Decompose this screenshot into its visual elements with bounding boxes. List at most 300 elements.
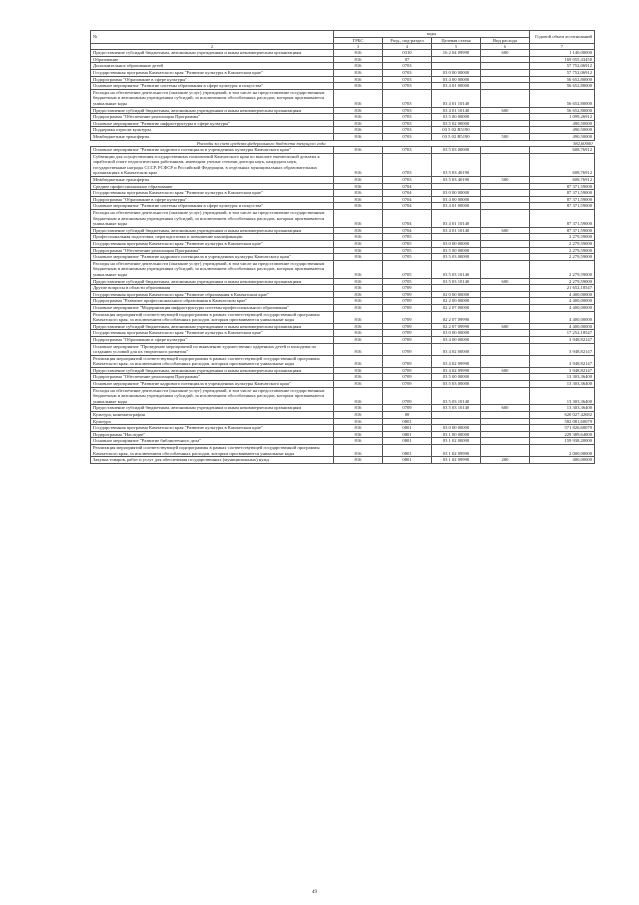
- row-vr: [481, 311, 530, 323]
- row-name: Подпрограмма "Обеспечение реализации Программы": [91, 247, 334, 254]
- row-razd: 0704: [383, 203, 432, 210]
- table-row: [91, 445, 595, 457]
- row-name: Предоставление субсидий бюджетным, автономным учреждениям и иным некоммерческим организациям: [91, 278, 334, 285]
- row-grbs: 816: [334, 431, 383, 438]
- row-grbs: 816: [334, 114, 383, 121]
- idx-cell: 7: [530, 44, 595, 50]
- table-row: [91, 69, 595, 76]
- row-razd: 0705: [383, 254, 432, 261]
- header-sum: Годовой объем ассигнований: [530, 31, 595, 44]
- row-sum: 608,76912: [530, 177, 595, 184]
- row-cs: 03 5 03 00000: [432, 147, 481, 154]
- row-sum: 1 140,00000: [530, 50, 595, 57]
- row-sum: 13 303,36400: [530, 374, 595, 381]
- row-vr: [481, 254, 530, 261]
- row-sum: 490,50000: [530, 120, 595, 127]
- row-grbs: 816: [334, 107, 383, 114]
- row-sum: 13 303,36400: [530, 405, 595, 412]
- table-row: [91, 431, 595, 438]
- row-name: Расходы за счет средств федерального бюджета текущего года: [196, 140, 326, 146]
- row-sum: 56 652,80000: [530, 83, 595, 90]
- table-row: [91, 63, 595, 70]
- row-sum: 87 371,59000: [530, 183, 595, 190]
- row-razd: 0709: [383, 311, 432, 323]
- row-name: Предоставление субсидий бюджетным, автономным учреждениям и иным некоммерческим организациям: [91, 367, 334, 374]
- row-cs: 03 5 03 40190: [432, 177, 481, 184]
- header-codes: коды: [334, 31, 530, 38]
- row-vr: 500: [481, 177, 530, 184]
- table-row: [91, 405, 595, 412]
- header-grbs: ГРБС: [334, 37, 383, 44]
- row-sum: 3 948,82147: [530, 343, 595, 355]
- row-razd: 0709: [383, 304, 432, 311]
- row-vr: [481, 120, 530, 127]
- row-sum: 571 826,60079: [530, 425, 595, 432]
- row-vr: 600: [481, 367, 530, 374]
- row-cs: 03 0 00 00000: [432, 330, 481, 337]
- row-razd: 0704: [383, 227, 432, 234]
- row-grbs: 816: [334, 412, 383, 419]
- row-vr: 600: [481, 278, 530, 285]
- row-razd: 07: [383, 56, 432, 63]
- row-vr: [481, 304, 530, 311]
- row-sum: 4 400,00000: [530, 323, 595, 330]
- row-vr: [481, 69, 530, 76]
- row-sum: 2 279,59000: [530, 241, 595, 248]
- row-name: Расходы на обеспечение деятельности (оказание услуг) учреждений, в том числе на предоставление государственным бюджетным и автономным учреждениям субсидий, за исключением обособленных расходов, которым присваиваются уникальные коды: [91, 260, 334, 278]
- row-vr: [481, 127, 530, 134]
- row-sum: 57 752,06912: [530, 63, 595, 70]
- row-vr: [481, 203, 530, 210]
- table-row: [91, 83, 595, 90]
- row-sum: 2 279,59000: [530, 234, 595, 241]
- row-cs: 03 5 03 10140: [432, 278, 481, 285]
- row-name: Основное мероприятие "Проведение мероприятий по выявлению художественно одаренных детей и молодежи по созданию условий для их творческого развития": [91, 343, 334, 355]
- row-grbs: 816: [334, 63, 383, 70]
- row-cs: 03 4 01 10140: [432, 227, 481, 234]
- row-name: Межбюджетные трансферты: [91, 177, 334, 184]
- row-name: Подпрограмма "Обеспечение реализации Программы": [91, 114, 334, 121]
- row-vr: 600: [481, 405, 530, 412]
- row-razd: [383, 140, 432, 147]
- header-razd: Разд., под-раздел: [383, 37, 432, 44]
- row-grbs: 816: [334, 381, 383, 388]
- row-grbs: 816: [334, 405, 383, 412]
- table-row: [91, 177, 595, 184]
- row-razd: 0709: [383, 323, 432, 330]
- table-row: [91, 330, 595, 337]
- row-cs: 16 2 04 09990: [432, 50, 481, 57]
- row-sum: 2 279,59000: [530, 247, 595, 254]
- row-vr: [481, 343, 530, 355]
- row-name: Расходы на обеспечение деятельности (оказание услуг) учреждений, в том числе на предоставление государственным бюджетным и автономным учреждениям субсидий, за исключением обособленных расходов, которым присваиваются уникальные коды: [91, 210, 334, 228]
- table-row: [91, 343, 595, 355]
- row-vr: [481, 412, 530, 419]
- table-row: [91, 241, 595, 248]
- row-grbs: 816: [334, 291, 383, 298]
- table-row: [91, 114, 595, 121]
- row-name: Межбюджетные трансферты: [91, 133, 334, 140]
- table-row: [91, 196, 595, 203]
- row-vr: [481, 140, 530, 147]
- row-name: Расходы на обеспечение деятельности (оказание услуг) учреждений, в том числе на предоставление государственным бюджетным и автономным учреждениям субсидий, за исключением обособленных расходов, которым присваиваются уникальные коды: [91, 89, 334, 107]
- table-row: [91, 438, 595, 445]
- row-name: Культура: [91, 418, 334, 425]
- row-grbs: 816: [334, 153, 383, 176]
- row-sum: 608,76912: [530, 147, 595, 154]
- row-razd: 0709: [383, 355, 432, 367]
- row-cs: 02 2 00 00000: [432, 298, 481, 305]
- row-razd: 0705: [383, 260, 432, 278]
- row-cs: 03 0 00 00000: [432, 241, 481, 248]
- row-grbs: 816: [334, 260, 383, 278]
- row-sum: 13 303,36400: [530, 381, 595, 388]
- row-grbs: 816: [334, 355, 383, 367]
- row-name: Подпрограмма "Обеспечение реализации Программы": [91, 374, 334, 381]
- row-grbs: 816: [334, 254, 383, 261]
- row-razd: 0801: [383, 457, 432, 464]
- row-name: Основное мероприятие "Модернизация инфраструктуры системы профессионального образования": [91, 304, 334, 311]
- row-name: Подпрограмма "Наследие": [91, 431, 334, 438]
- row-cs: 03 5 02 00000: [432, 120, 481, 127]
- row-razd: 0703: [383, 89, 432, 107]
- row-vr: 600: [481, 107, 530, 114]
- row-cs: 03 5 03 00000: [432, 381, 481, 388]
- row-sum: 3 948,82147: [530, 355, 595, 367]
- row-grbs: 816: [334, 298, 383, 305]
- row-vr: [481, 183, 530, 190]
- row-grbs: 816: [334, 127, 383, 134]
- row-sum: 87 371,59000: [530, 203, 595, 210]
- row-cs: [432, 285, 481, 292]
- row-razd: 0703: [383, 107, 432, 114]
- row-cs: [432, 412, 481, 419]
- row-cs: 03 5 02 R5190: [432, 127, 481, 134]
- row-sum: 382,60000: [572, 140, 593, 146]
- row-grbs: 816: [334, 445, 383, 457]
- table-row: [91, 147, 595, 154]
- row-razd: 0704: [383, 196, 432, 203]
- row-name: Государственная программа Камчатского края "Развитие образования в Камчатском крае": [91, 291, 334, 298]
- table-row: [91, 457, 595, 464]
- row-vr: [481, 89, 530, 107]
- table-row: [91, 203, 595, 210]
- row-razd: 0801: [383, 431, 432, 438]
- row-vr: [481, 291, 530, 298]
- row-sum: 2 279,59000: [530, 254, 595, 261]
- row-grbs: 816: [334, 227, 383, 234]
- table-row: [91, 56, 595, 63]
- row-grbs: 816: [334, 374, 383, 381]
- row-name: Реализация мероприятий соответствующей подпрограммы в рамках соответствующей государственной программы Камчатского края, за исключением обособленных расходов, которым присваиваются уникальные коды: [91, 355, 334, 367]
- row-sum: 56 652,80000: [530, 76, 595, 83]
- row-razd: 0703: [383, 63, 432, 70]
- row-razd: 0705: [383, 278, 432, 285]
- table-row: [91, 227, 595, 234]
- row-name: Основное мероприятие "Развитие инфраструктуры в сфере культуры": [91, 120, 334, 127]
- row-vr: [481, 298, 530, 305]
- table-body: [91, 50, 595, 464]
- table-row: [91, 381, 595, 388]
- row-vr: [481, 425, 530, 432]
- row-name: Предоставление субсидий бюджетным, автономным учреждениям и иным некоммерческим организациям: [91, 227, 334, 234]
- row-razd: 0709: [383, 343, 432, 355]
- row-sum: 4 400,00000: [530, 304, 595, 311]
- table-row: [91, 260, 595, 278]
- row-razd: 0705: [383, 234, 432, 241]
- row-name: Подпрограмма "Образование в сфере культуры": [91, 196, 334, 203]
- row-cs: 03 5 00 00000: [432, 374, 481, 381]
- row-vr: 600: [481, 227, 530, 234]
- row-vr: [481, 330, 530, 337]
- row-sum: 87 371,59000: [530, 227, 595, 234]
- row-grbs: 816: [334, 183, 383, 190]
- row-cs: 03 4 00 00000: [432, 196, 481, 203]
- row-sum: 490,50000: [530, 127, 595, 134]
- row-sum: 620 027,42682: [530, 412, 595, 419]
- row-razd: 0709: [383, 285, 432, 292]
- table-row: [91, 50, 595, 57]
- table-row: [91, 425, 595, 432]
- row-razd: 0704: [383, 190, 432, 197]
- row-grbs: 816: [334, 203, 383, 210]
- row-vr: [481, 285, 530, 292]
- row-cs: 03 5 03 00000: [432, 254, 481, 261]
- row-name: Подпрограмма "Развитие профессионального образования в Камчатском крае": [91, 298, 334, 305]
- row-grbs: 816: [334, 120, 383, 127]
- row-cs: 03 5 03 10140: [432, 387, 481, 405]
- note-row: [91, 140, 595, 147]
- row-grbs: 816: [334, 76, 383, 83]
- row-grbs: 816: [334, 234, 383, 241]
- row-cs: 03 5 03 10140: [432, 260, 481, 278]
- row-vr: [481, 210, 530, 228]
- row-vr: [481, 387, 530, 405]
- row-sum: 2 000,00000: [530, 445, 595, 457]
- table-row: [91, 127, 595, 134]
- idx-cell: 2: [91, 44, 334, 50]
- table-row: [91, 210, 595, 228]
- row-cs: 03 5 03 40190: [432, 153, 481, 176]
- row-sum: 400,00000: [530, 457, 595, 464]
- row-grbs: 816: [334, 425, 383, 432]
- row-sum: 87 371,59000: [530, 196, 595, 203]
- row-razd: 0703: [383, 133, 432, 140]
- row-grbs: 816: [334, 133, 383, 140]
- row-cs: 03 4 02 00000: [432, 343, 481, 355]
- row-cs: [432, 140, 481, 147]
- row-name: Основное мероприятие "Развитие кадрового потенциала в учреждениях культуры Камчатского края": [91, 147, 334, 154]
- row-vr: [481, 153, 530, 176]
- table-row: [91, 336, 595, 343]
- row-razd: 0709: [383, 387, 432, 405]
- table-row: [91, 254, 595, 261]
- row-name: Государственная программа Камчатского края "Развитие культуры в Камчатском крае": [91, 241, 334, 248]
- row-grbs: 816: [334, 336, 383, 343]
- row-vr: [481, 234, 530, 241]
- table-row: [91, 291, 595, 298]
- row-grbs: 816: [334, 323, 383, 330]
- row-name: Государственная программа Камчатского края "Развитие культуры в Камчатском крае": [91, 69, 334, 76]
- row-name: Поддержка отрасли культуры: [91, 127, 334, 134]
- row-name: Реализация мероприятий соответствующей подпрограммы в рамках соответствующей государственной программы Камчатского края, за исключением обособленных расходов, которым присваиваются уникальные коды: [91, 445, 334, 457]
- idx-cell: 4: [383, 44, 432, 50]
- table-row: [91, 89, 595, 107]
- row-sum: 608,76912: [530, 153, 595, 176]
- row-vr: 200: [481, 457, 530, 464]
- row-grbs: 816: [334, 210, 383, 228]
- row-name: Среднее профессиональное образование: [91, 183, 334, 190]
- row-grbs: 816: [334, 457, 383, 464]
- row-name: Дополнительное образование детей: [91, 63, 334, 70]
- row-name: Предоставление субсидий бюджетным, автономным учреждениям и иным некоммерческим организациям: [91, 50, 334, 57]
- row-cs: 03 1 02 09990: [432, 457, 481, 464]
- row-name: Государственная программа Камчатского края "Развитие культуры в Камчатском крае": [91, 425, 334, 432]
- row-razd: 0705: [383, 247, 432, 254]
- row-razd: 0709: [383, 405, 432, 412]
- row-grbs: 816: [334, 418, 383, 425]
- row-name: Другие вопросы в области образования: [91, 285, 334, 292]
- row-cs: 03 5 02 R5190: [432, 133, 481, 140]
- row-vr: 500: [481, 133, 530, 140]
- row-razd: 0801: [383, 438, 432, 445]
- table-row: [91, 323, 595, 330]
- table-row: [91, 387, 595, 405]
- row-cs: 03 4 01 00000: [432, 203, 481, 210]
- row-vr: [481, 83, 530, 90]
- row-razd: 0709: [383, 291, 432, 298]
- row-cs: 02 2 07 09990: [432, 323, 481, 330]
- row-sum: 4 400,00000: [530, 311, 595, 323]
- row-razd: 0705: [383, 241, 432, 248]
- row-cs: 03 4 01 10140: [432, 89, 481, 107]
- row-razd: 0704: [383, 183, 432, 190]
- row-name: Государственная программа Камчатского края "Развитие культуры в Камчатском крае": [91, 330, 334, 337]
- row-vr: [481, 76, 530, 83]
- row-vr: [481, 260, 530, 278]
- row-grbs: [334, 140, 383, 147]
- row-vr: [481, 438, 530, 445]
- row-razd: 0703: [383, 69, 432, 76]
- row-name: Основное мероприятие "Развитие кадрового потенциала в учреждениях культуры Камчатского края": [91, 254, 334, 261]
- table-row: [91, 298, 595, 305]
- row-name: Закупка товаров, работ и услуг для обеспечения государственных (муниципальных) нужд: [91, 457, 334, 464]
- row-sum: 56 652,80000: [530, 89, 595, 107]
- row-grbs: 816: [334, 311, 383, 323]
- row-cs: 02 0 00 00000: [432, 291, 481, 298]
- row-vr: [481, 147, 530, 154]
- header-num: №: [91, 31, 334, 44]
- row-razd: 08: [383, 412, 432, 419]
- row-vr: [481, 431, 530, 438]
- table-row: [91, 355, 595, 367]
- row-vr: [481, 381, 530, 388]
- row-vr: [481, 196, 530, 203]
- table-row: [91, 311, 595, 323]
- header-vr: Вид расхода: [481, 37, 530, 44]
- row-grbs: 816: [334, 438, 383, 445]
- row-name: Основное мероприятие "Развитие библиотечного дела": [91, 438, 334, 445]
- row-razd: 0703: [383, 114, 432, 121]
- row-razd: 0709: [383, 298, 432, 305]
- row-cs: 03 1 02 00000: [432, 438, 481, 445]
- row-cs: [432, 234, 481, 241]
- table-row: [91, 153, 595, 176]
- row-cs: 03 4 00 00000: [432, 336, 481, 343]
- row-cs: [432, 183, 481, 190]
- row-grbs: 816: [334, 247, 383, 254]
- row-name: Подпрограмма "Образование в сфере культуры": [91, 76, 334, 83]
- row-grbs: 816: [334, 304, 383, 311]
- table-row: [91, 183, 595, 190]
- row-razd: 0703: [383, 127, 432, 134]
- row-razd: 0703: [383, 83, 432, 90]
- row-grbs: 816: [334, 330, 383, 337]
- row-name: Предоставление субсидий бюджетным, автономным учреждениям и иным некоммерческим организациям: [91, 405, 334, 412]
- row-name: Основное мероприятие "Развитие кадрового потенциала в учреждениях культуры Камчатского края": [91, 381, 334, 388]
- row-razd: 0709: [383, 330, 432, 337]
- table-row: [91, 285, 595, 292]
- row-name: Предоставление субсидий бюджетным, автономным учреждениям и иным некоммерческим организациям: [91, 323, 334, 330]
- row-sum: 3 948,82147: [530, 336, 595, 343]
- row-name: Расходы на обеспечение деятельности (оказание услуг) учреждений, в том числе на предоставление государственным бюджетным и автономным учреждениям субсидий, за исключением обособленных расходов, которым присваиваются уникальные коды: [91, 387, 334, 405]
- row-name: Основное мероприятие "Развитие системы образования в сфере культуры и искусства": [91, 83, 334, 90]
- row-vr: 600: [481, 50, 530, 57]
- table-row: [91, 133, 595, 140]
- row-cs: 03 4 00 00000: [432, 76, 481, 83]
- row-name: Государственная программа Камчатского края "Развитие культуры в Камчатском крае": [91, 190, 334, 197]
- row-razd: 0709: [383, 367, 432, 374]
- row-cs: [432, 63, 481, 70]
- row-grbs: 816: [334, 387, 383, 405]
- table-row: [91, 367, 595, 374]
- row-vr: [481, 247, 530, 254]
- row-cs: 03 0 00 00000: [432, 425, 481, 432]
- row-sum: 490,50000: [530, 133, 595, 140]
- row-grbs: 816: [334, 278, 383, 285]
- row-grbs: 816: [334, 56, 383, 63]
- row-sum: 3 948,82147: [530, 367, 595, 374]
- row-name: Реализация мероприятий соответствующей подпрограммы в рамках соответствующей государственной программы Камчатского края, за исключением обособленных расходов, которым присваиваются уникальные коды: [91, 311, 334, 323]
- row-sum: 87 371,59000: [530, 190, 595, 197]
- row-razd: 0709: [383, 381, 432, 388]
- row-sum: 87 371,59000: [530, 210, 595, 228]
- idx-cell: 5: [432, 44, 481, 50]
- row-cs: 03 4 01 10140: [432, 210, 481, 228]
- row-cs: 03 1 02 09990: [432, 445, 481, 457]
- table-row: [91, 234, 595, 241]
- row-cs: 03 4 01 00000: [432, 83, 481, 90]
- row-vr: [481, 336, 530, 343]
- row-sum: 13 303,36400: [530, 387, 595, 405]
- row-razd: 0801: [383, 418, 432, 425]
- row-sum: 21 652,18547: [530, 285, 595, 292]
- row-vr: [481, 445, 530, 457]
- row-cs: 03 5 03 10140: [432, 405, 481, 412]
- row-sum: 57 752,06912: [530, 69, 595, 76]
- row-sum: 2 279,59000: [530, 260, 595, 278]
- row-vr: 600: [481, 323, 530, 330]
- budget-table-sheet: [90, 30, 595, 464]
- idx-cell: 6: [481, 44, 530, 50]
- row-sum: 4 400,00000: [530, 298, 595, 305]
- row-cs: [432, 56, 481, 63]
- row-razd: 0709: [383, 374, 432, 381]
- row-sum: 56 652,80000: [530, 107, 595, 114]
- budget-table: [90, 30, 595, 464]
- page-number: 49: [312, 890, 317, 895]
- row-sum: 159 938,20000: [530, 438, 595, 445]
